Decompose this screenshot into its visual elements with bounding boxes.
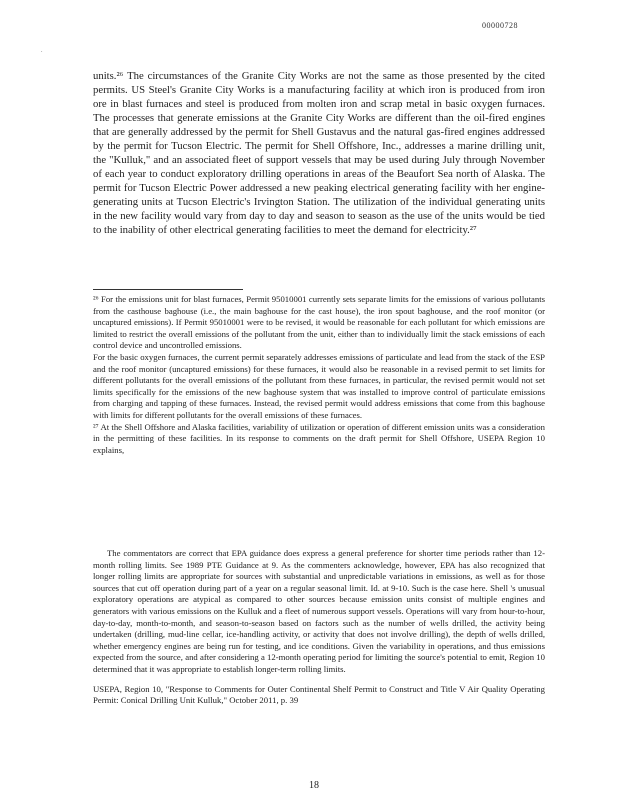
footnote-26-part-1: ²⁶ For the emissions unit for blast furnaces, Permit 95010001 currently sets separate limits for the emissions of various pollutants from the casthouse baghouse (i.e., the main baghouse for the cast house), the iron spout baghouse, and the roof monitor (or uncaptured emissions). If Permit 95010001 were to be revised, it would be reasonable for each pollutant for which emissions are limited to restrict the overall emissions of the pollutant from the unit, either than to individually limit the stack emissions of each control device and uncontrolled emissions. <box>93 294 545 351</box>
scan-mark: . <box>41 48 43 54</box>
body-paragraph: units.²⁶ The circumstances of the Granite City Works are not the same as those presented by the cited permits. US Steel's Granite City Works is a manufacturing facility at which iron is produced from iron ore in blast furnaces and steel is produced from molten iron and scrap metal in basic oxygen furnaces. The processes that generate emissions at the Granite City Works are different than the oil-fired engines that are generally addressed by the permit for Shell Gustavus and the natural gas-fired engines addressed by the permit for Tucson Electric. The permit for Shell Offshore, Inc., addresses a marine drilling unit, the "Kulluk," and an associated fleet of support vessels that may be used during July through November of each year to conduct exploratory drilling operations in areas of the Beaufort Sea north of Alaska. The permit for Tucson Electric Power addressed a new peaking electrical generating facility with her engine-generating units at Tucson Electric's Irvington Station. The utilization of the individual generating units in the new facility would vary from day to day and season to season as the use of the units would be tied to the inability of other electrical generating facilities to meet the demand for electricity.²⁷ <box>93 70 545 236</box>
footnote-26-part-2: For the basic oxygen furnaces, the current permit separately addresses emissions of particulate and lead from the stack of the ESP and the roof monitor (uncaptured emissions) for these furnaces, it would also be reasonable in a revised permit to set limits for different pollutants for the overall emissions of the pollutant from these furnaces, in particular, the revised permit would not set limits specifically for the emissions of the new baghouse system that was installed to improve control of particulate emissions from charging and tapping of these furnaces. Instead, the revised permit would address emissions that come from this baghouse with limits for different pollutants for the overall emissions of these furnaces. <box>93 351 545 420</box>
footnote-27-citation: USEPA, Region 10, "Response to Comments for Outer Continental Shelf Permit to Construct and Title V Air Quality Operating Permit: Conical Drilling Unit Kulluk," October 2011, p. 39 <box>93 683 545 706</box>
footnote-27-block <box>93 548 545 707</box>
page-number: 18 <box>309 780 319 791</box>
footnote-separator <box>93 289 243 290</box>
footnote-27-intro: ²⁷ At the Shell Offshore and Alaska facilities, variability of utilization or operation of different emission units was a consideration in the permitting of these facilities. In its response to comments on the draft permit for Shell Offshore, USEPA Region 10 explains, <box>93 421 545 455</box>
footnote-27-quote: The commentators are correct that EPA guidance does express a general preference for shorter time periods rather than 12-month rolling limits. See 1989 PTE Guidance at 9. As the commenters acknowledge, however, EPA has also recognized that longer rolling limits are appropriate for sources with substantial and unpredictable variations in emissions, as well as for those sources that cut off operation during part of a year on a regular seasonal limit. Id. at 9-10. Such is the case here. Shell 's unusual exploratory operations are atypical as compared to other sources because emission units consist of multiple engines and generators with various emissions on the Kulluk and a fleet of numerous support vessels. Operations will vary from hour-to-hour, day-to-day, month-to-month, and season-to-season based on factors such as the number of wells drilled, the activity being undertaken (drilling, mud-line cellar, ice-handling activity, or activity that does not involve drilling), the depth of wells drilled, whether emergency engines are being run for testing, and ice conditions. Given the variability in operations, and thus emissions expected from the source, and after considering a 12-month operating period for limiting the source's potential to emit, Region 10 determined that it was appropriate to establish longer-term rolling limits. <box>93 548 545 674</box>
document-id: 00000728 <box>482 21 518 30</box>
footnote-26 <box>93 294 545 456</box>
